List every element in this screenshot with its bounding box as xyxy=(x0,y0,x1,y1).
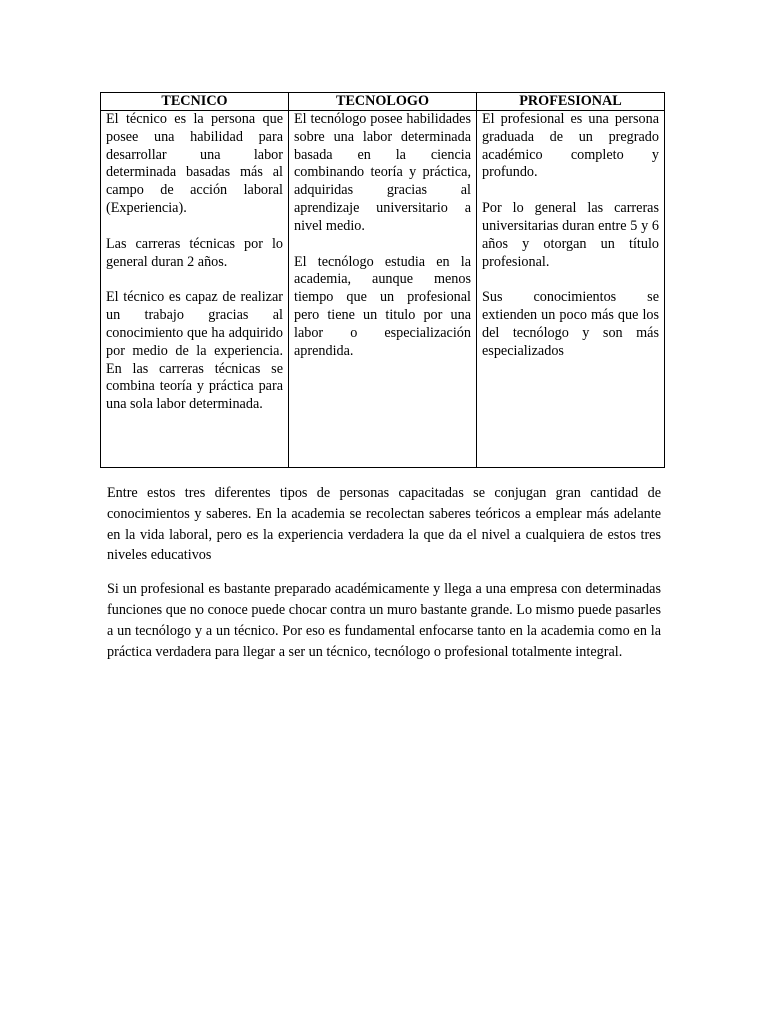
cell-tecnologo xyxy=(289,111,477,468)
tecnologo-paragraph-2: El tecnólogo estudia en la academia, aunque menos tiempo que un profesional pero tiene un titulo por una labor o especialización aprendida. xyxy=(294,253,471,359)
header-tecnico: TECNICO xyxy=(101,93,289,111)
tecnico-paragraph-3: El técnico es capaz de realizar un trabajo gracias al conocimiento que ha adquirido por medio de la experiencia. En las carreras técnicas se combina teoría y práctica para una sola labor determinada. xyxy=(106,289,283,413)
body-text xyxy=(107,483,661,675)
body-paragraph-2: Si un profesional es bastante preparado académicamente y llega a una empresa con determinadas funciones que no conoce puede chocar contra un muro bastante grande. Lo mismo puede pasarles a un tecnólogo y a un técnico. Por eso es fundamental enfocarse tanto en la academia como en la práctica verdadera para llegar a ser un técnico, tecnólogo o profesional totalmente integral. xyxy=(107,581,661,660)
tecnico-paragraph-1: El técnico es la persona que posee una habilidad para desarrollar una labor determinada basadas más al campo de acción laboral (Experiencia). xyxy=(106,111,283,216)
profesional-paragraph-3: Sus conocimientos se extienden un poco más que los del tecnólogo y son más especializados xyxy=(482,289,659,359)
body-paragraph-1: Entre estos tres diferentes tipos de personas capacitadas se conjugan gran cantidad de conocimientos y saberes. En la academia se recolectan saberes teóricos a emplear más adelante en la vida laboral, pero es la experiencia verdadera la que da el nivel a cualquiera de estos tres niveles educativos xyxy=(107,485,661,564)
profesional-paragraph-2: Por lo general las carreras universitarias duran entre 5 y 6 años y otorgan un título profesional. xyxy=(482,200,659,270)
cell-tecnico xyxy=(101,111,289,468)
cell-profesional xyxy=(477,111,665,468)
header-profesional: PROFESIONAL xyxy=(477,93,665,111)
header-tecnologo: TECNOLOGO xyxy=(289,93,477,111)
tecnico-paragraph-2: Las carreras técnicas por lo general duran 2 años. xyxy=(106,235,283,270)
tecnologo-paragraph-1: El tecnólogo posee habilidades sobre una labor determinada basada en la ciencia combinando teoría y práctica, adquiridas gracias al aprendizaje universitario a nivel medio. xyxy=(294,111,471,234)
table-row xyxy=(101,111,665,468)
comparison-table xyxy=(100,92,665,468)
table-header-row xyxy=(101,93,665,111)
profesional-paragraph-1: El profesional es una persona graduada de un pregrado académico completo y profundo. xyxy=(482,111,659,181)
